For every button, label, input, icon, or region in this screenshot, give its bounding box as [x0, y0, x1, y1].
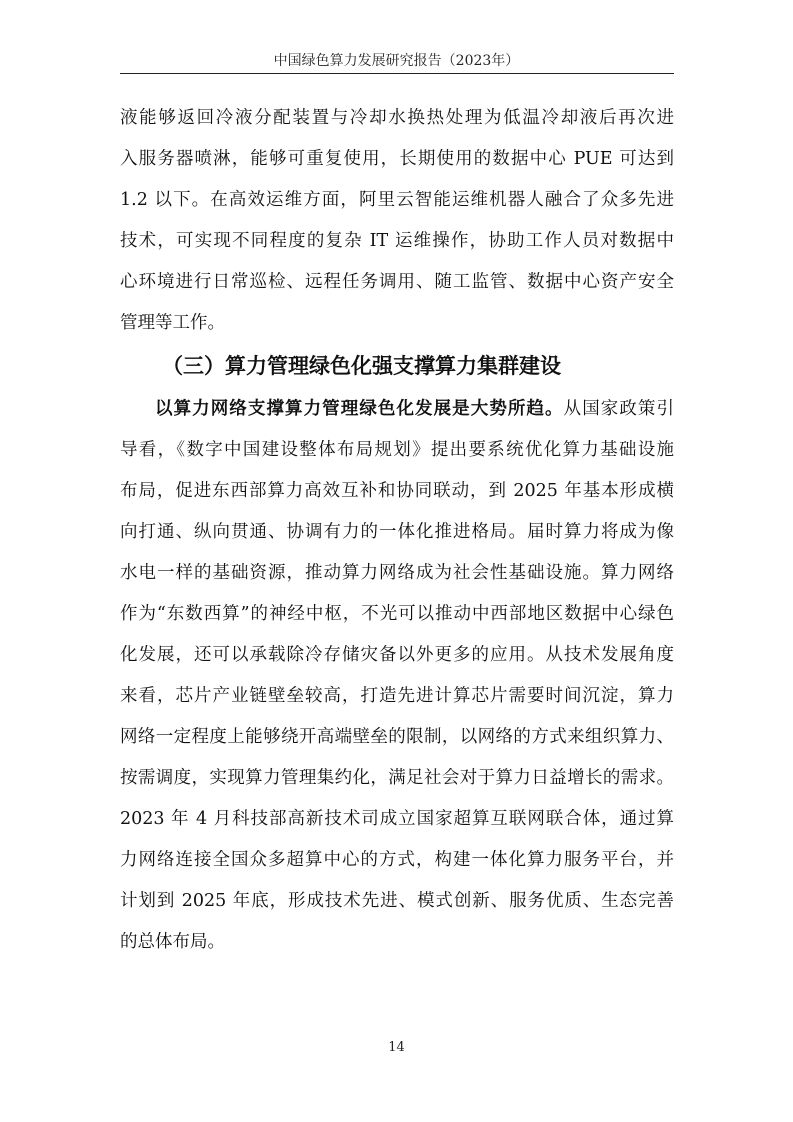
paragraph-line: 2023 年 4 月科技部高新技术司成立国家超算互联网联合体，通过算: [120, 809, 674, 829]
paragraph-line: 向打通、纵向贯通、协调有力的一体化推进格局。届时算力将成为像: [120, 522, 674, 542]
page-number: 14: [388, 1040, 405, 1055]
paragraph-lead-sentence: 以算力网络支撑算力管理绿色化发展是大势所趋。: [155, 399, 564, 419]
paragraph-line: 水电一样的基础资源，推动算力网络成为社会性基础设施。算力网络: [120, 563, 674, 583]
paragraph-first-line: [120, 389, 674, 430]
paragraph-line: 布局，促进东西部算力高效互补和协同联动，到 2025 年基本形成横: [120, 481, 674, 501]
paragraph-line: 网络一定程度上能够绕开高端壁垒的限制，以网络的方式来组织算力、: [120, 727, 674, 747]
running-header-title: 中国绿色算力发展研究报告（2023年）: [273, 53, 520, 69]
paragraph-line: 1.2 以下。在高效运维方面，阿里云智能运维机器人融合了众多先进: [120, 190, 674, 210]
paragraph-line: 导看，《数字中国建设整体布局规划》提出要系统优化算力基础设施: [120, 440, 674, 460]
paragraph-line: 液能够返回冷液分配装置与冷却水换热处理为低温冷却液后再次进: [120, 108, 674, 128]
paragraph-line: 心环境进行日常巡检、远程任务调用、随工监管、数据中心资产安全: [120, 272, 674, 292]
paragraph-line: 管理等工作。: [120, 313, 225, 333]
paragraph-line: 来看，芯片产业链壁垒较高，打造先进计算芯片需要时间沉淀，算力: [120, 686, 674, 706]
paragraph-line: 力网络连接全国众多超算中心的方式，构建一体化算力服务平台，并: [120, 850, 674, 870]
header-divider: [120, 73, 674, 74]
page-body: [120, 98, 674, 963]
paragraph-continuation: [120, 98, 674, 344]
paragraph-line: 计划到 2025 年底，形成技术先进、模式创新、服务优质、生态完善: [120, 891, 674, 911]
paragraph-line: 作为“东数西算”的神经中枢，不光可以推动中西部地区数据中心绿色: [120, 604, 674, 624]
paragraph-line: 技术，可实现不同程度的复杂 IT 运维操作，协助工作人员对数据中: [120, 231, 674, 251]
paragraph-line: 按需调度，实现算力管理集约化，满足社会对于算力日益增长的需求。: [120, 768, 674, 788]
paragraph-policy: [120, 389, 674, 963]
paragraph-line: 的总体布局。: [120, 932, 225, 952]
paragraph-line: 入服务器喷淋，能够可重复使用，长期使用的数据中心 PUE 可达到: [120, 149, 674, 169]
paragraph-line: 化发展，还可以承载除冷存储灾备以外更多的应用。从技术发展角度: [120, 645, 674, 665]
section-heading: （三）算力管理绿色化强支撑算力集群建设: [162, 354, 561, 378]
paragraph-lead-rest: 从国家政策引: [563, 399, 674, 419]
